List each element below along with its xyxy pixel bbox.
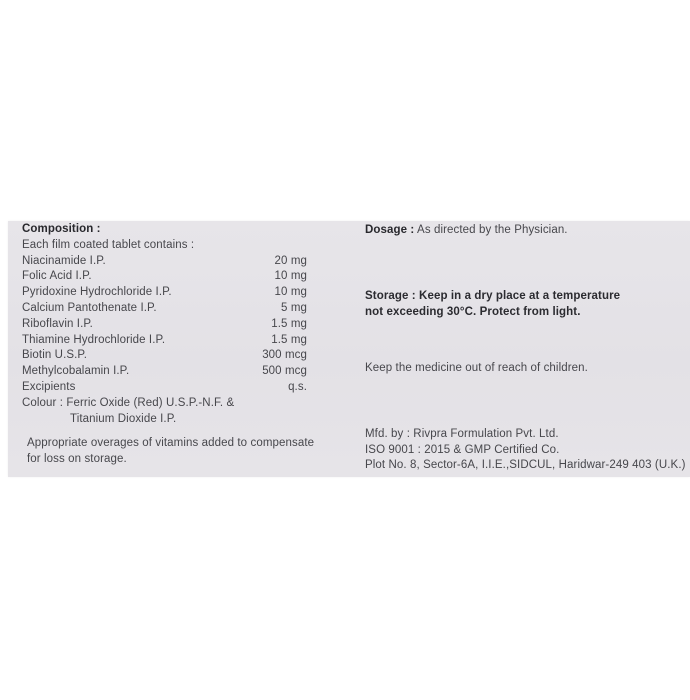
ingredient-name: Riboflavin I.P.: [22, 317, 93, 330]
ingredient-name: Calcium Pantothenate I.P.: [22, 301, 157, 314]
composition-item: [22, 285, 307, 301]
ingredient-amount: 10 mg: [274, 270, 307, 283]
ingredient-name: Niacinamide I.P.: [22, 254, 106, 267]
ingredient-amount: 1.5 mg: [271, 317, 307, 330]
composition-item: [22, 254, 307, 270]
colour-line-2: Titanium Dioxide I.P.: [70, 412, 177, 425]
ingredient-amount: 10 mg: [274, 286, 307, 299]
ingredient-name: Biotin U.S.P.: [22, 349, 88, 362]
ingredient-amount: 500 mcg: [262, 365, 307, 378]
composition-item: [22, 269, 307, 285]
dosage-text: As directed by the Physician.: [417, 224, 568, 236]
ingredient-name: Thiamine Hydrochloride I.P.: [22, 333, 166, 346]
ingredient-name: Excipients: [22, 380, 76, 393]
composition-section: [22, 222, 315, 468]
ingredient-name: Methylcobalamin I.P.: [22, 365, 130, 378]
ingredient-amount: q.s.: [288, 380, 307, 393]
children-warning: Keep the medicine out of reach of children.: [365, 362, 588, 374]
composition-item: [22, 348, 307, 364]
composition-item: [22, 364, 307, 380]
composition-item: [22, 317, 307, 333]
composition-heading: Composition :: [22, 223, 101, 235]
dosage-section: [365, 223, 675, 239]
manufacturer-line-3: Plot No. 8, Sector-6A, I.I.E.,SIDCUL, Haridwar-249 403 (U.K.): [365, 459, 686, 471]
ingredient-amount: 20 mg: [274, 254, 307, 267]
overage-note: [22, 436, 315, 468]
ingredient-amount: 5 mg: [281, 301, 307, 314]
storage-text-line-2: not exceeding 30°C. Protect from light.: [365, 305, 581, 318]
ingredient-name: Folic Acid I.P.: [22, 270, 92, 283]
composition-subheading: Each film coated tablet contains :: [22, 238, 195, 251]
ingredient-amount: 1.5 mg: [271, 333, 307, 346]
manufacturer-line-2: ISO 9001 : 2015 & GMP Certified Co.: [365, 443, 560, 456]
manufacturer-section: [365, 427, 686, 474]
storage-text-line-1: Keep in a dry place at a temperature: [419, 290, 621, 302]
ingredient-amount: 300 mcg: [262, 349, 307, 362]
overage-note-line-2: for loss on storage.: [27, 453, 127, 466]
storage-heading: Storage :: [365, 290, 416, 302]
dosage-heading: Dosage :: [365, 224, 415, 236]
ingredient-name: Pyridoxine Hydrochloride I.P.: [22, 286, 172, 299]
storage-section: [365, 289, 675, 321]
colour-line-1: Colour : Ferric Oxide (Red) U.S.P.-N.F. &: [22, 396, 235, 409]
manufacturer-line-1: Mfd. by : Rivpra Formulation Pvt. Ltd.: [365, 428, 559, 440]
composition-item: [22, 301, 307, 317]
overage-note-line-1: Appropriate overages of vitamins added to compensate: [27, 437, 315, 450]
composition-item: [22, 333, 307, 349]
composition-item: [22, 380, 307, 396]
